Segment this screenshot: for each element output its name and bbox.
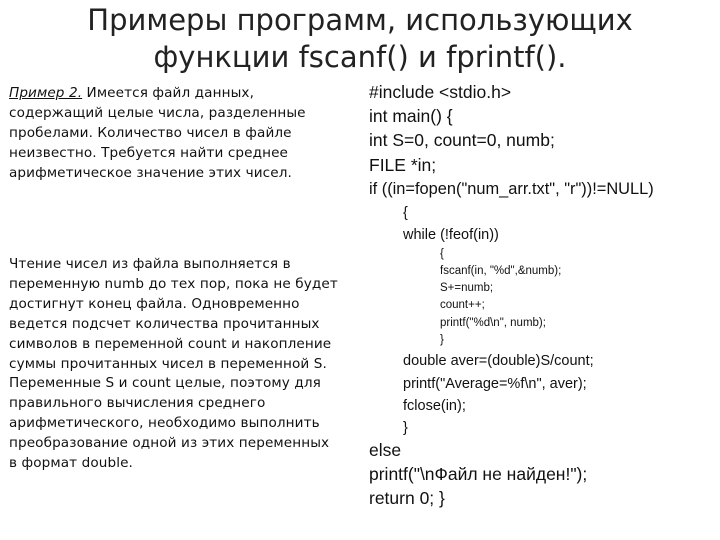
explanation-line: в формат double. bbox=[9, 455, 133, 472]
task-line: содержащий целые числа, разделенные bbox=[9, 104, 306, 121]
code-line: S+=numb; bbox=[440, 282, 494, 294]
explanation-line: ведется подсчет количества прочитанных bbox=[9, 315, 320, 332]
title-line-2: функции fscanf() и fprintf(). bbox=[153, 40, 567, 74]
code-line: FILE *in; bbox=[369, 155, 437, 175]
code-line: } bbox=[403, 420, 408, 436]
code-line: double aver=(double)S/count; bbox=[403, 353, 594, 369]
code-line: else bbox=[369, 440, 402, 460]
code-line: #include <stdio.h> bbox=[369, 82, 512, 102]
code-line: while (!feof(in)) bbox=[403, 227, 499, 243]
code-line: } bbox=[440, 334, 444, 346]
code-line: count++; bbox=[440, 299, 485, 311]
code-line: int S=0, count=0, numb; bbox=[369, 130, 555, 150]
explanation-line: переменную numb до тех пор, пока не будет bbox=[9, 275, 338, 292]
code-line: return 0; } bbox=[369, 488, 445, 508]
explanation-line: Переменные S и count целые, поэтому для bbox=[9, 375, 321, 392]
explanation-line: суммы прочитанных чисел в переменной S. bbox=[9, 355, 327, 372]
code-line: fscanf(in, "%d",&numb); bbox=[440, 265, 562, 277]
title-line-1: Примеры программ, использующих bbox=[87, 3, 633, 37]
task-description bbox=[9, 84, 364, 184]
code-line: fclose(in); bbox=[403, 398, 466, 414]
code-line: printf("%d\n", numb); bbox=[440, 317, 546, 329]
example-label: Пример 2. bbox=[9, 85, 83, 101]
explanation-line: Чтение чисел из файла выполняется в bbox=[9, 256, 291, 272]
explanation-line: правильного вычисления среднего bbox=[9, 395, 266, 412]
code-line: int main() { bbox=[369, 106, 453, 126]
code-line: { bbox=[403, 205, 408, 221]
code-line: { bbox=[440, 248, 444, 260]
task-line: неизвестно. Требуется найти среднее bbox=[9, 144, 289, 161]
code-line: if ((in=fopen("num_arr.txt", "r"))!=NULL) bbox=[369, 180, 654, 198]
task-line: арифметическое значение этих чисел. bbox=[9, 164, 292, 181]
explanation-line: символов в переменной count и накопление bbox=[9, 335, 332, 352]
task-line: пробелами. Количество чисел в файле bbox=[9, 124, 292, 141]
explanation-line: арифметического, необходимо выполнить bbox=[9, 415, 320, 432]
slide-title bbox=[0, 2, 720, 76]
task-line: Имеется файл данных, bbox=[82, 85, 254, 101]
explanation-line: преобразование одной из этих переменных bbox=[9, 435, 330, 452]
explanation-text bbox=[9, 255, 364, 474]
explanation-line: достигнут конец файла. Одновременно bbox=[9, 295, 300, 312]
code-line: printf("Average=%f\n", aver); bbox=[403, 376, 587, 392]
code-line: printf("\nФайл не найден!"); bbox=[369, 464, 588, 484]
